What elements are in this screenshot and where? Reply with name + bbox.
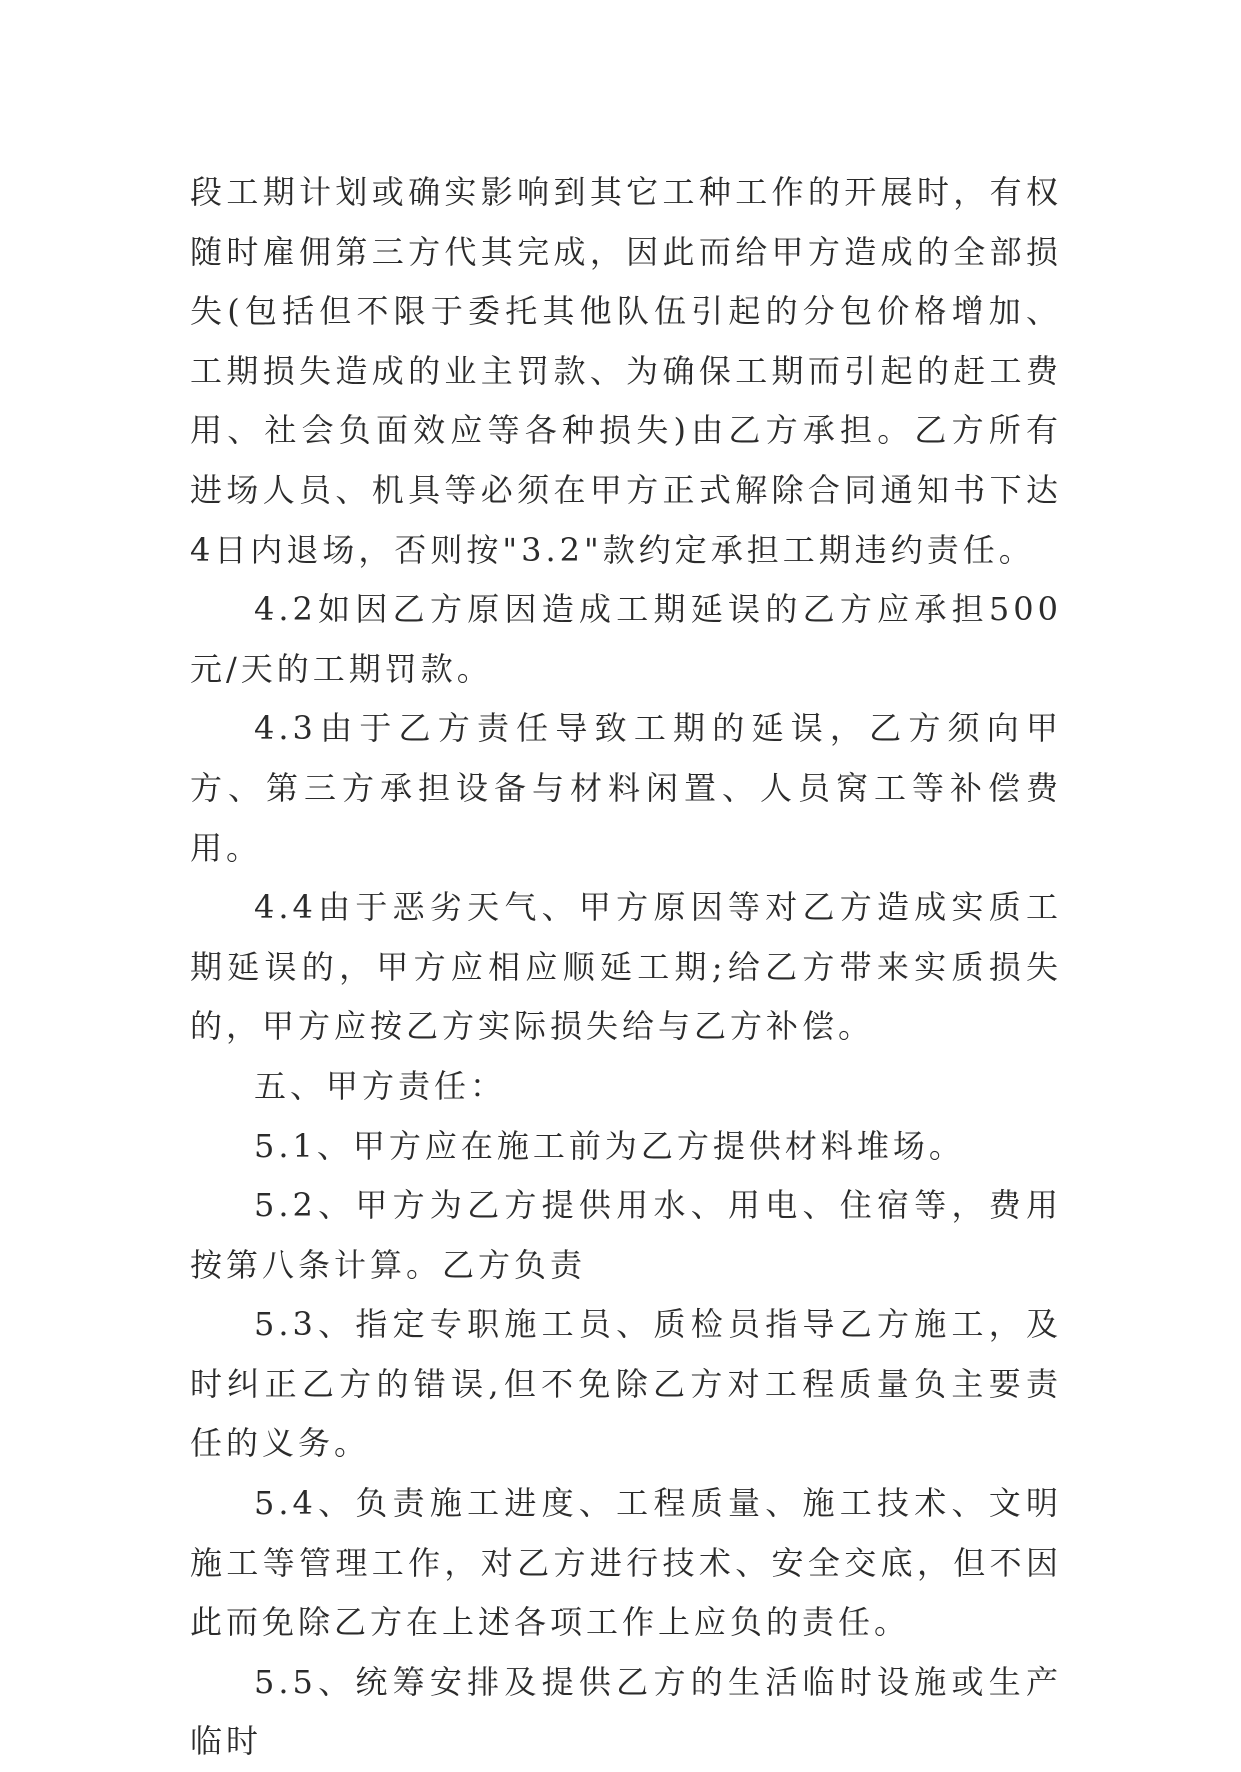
paragraph-5-4: 5.4、负责施工进度、工程质量、施工技术、文明施工等管理工作，对乙方进行技术、安全交底，但不因此而免除乙方在上述各项工作上应负的责任。 <box>190 1484 1062 1642</box>
paragraph-5-5: 5.5、统筹安排及提供乙方的生活临时设施或生产临时 <box>190 1662 1062 1761</box>
paragraph-5-1: 5.1、甲方应在施工前为乙方提供材料堆场。 <box>254 1126 965 1165</box>
paragraph-continuation: 段工期计划或确实影响到其它工种工作的开展时，有权随时雇佣第三方代其完成，因此而给甲方造成的全部损失(包括但不限于委托其他队伍引起的分包价格增加、工期损失造成的业主罚款、为确保工期而引起的赶工费用、社会负面效应等各种损失)由乙方承担。乙方所有进场人员、机具等必须在甲方正式解除合同通知书下达4日内退场，否则按"3.2"款约定承担工期违约责任。 <box>190 173 1062 569</box>
paragraph-5-3: 5.3、指定专职施工员、质检员指导乙方施工，及时纠正乙方的错误,但不免除乙方对工程质量负主要责任的义务。 <box>190 1305 1062 1463</box>
paragraph-4-4: 4.4由于恶劣天气、甲方原因等对乙方造成实质工期延误的，甲方应相应顺延工期;给乙方带来实质损失的，甲方应按乙方实际损失给与乙方补偿。 <box>190 888 1062 1046</box>
section-heading-5: 五、甲方责任： <box>254 1066 507 1105</box>
paragraph-4-3: 4.3由于乙方责任导致工期的延误，乙方须向甲方、第三方承担设备与材料闲置、人员窝工等补偿费用。 <box>190 709 1062 867</box>
document-body <box>190 163 1062 1772</box>
paragraph-5-2: 5.2、甲方为乙方提供用水、用电、住宿等，费用按第八条计算。乙方负责 <box>190 1186 1062 1284</box>
paragraph-4-2: 4.2如因乙方原因造成工期延误的乙方应承担500元/天的工期罚款。 <box>190 590 1062 688</box>
